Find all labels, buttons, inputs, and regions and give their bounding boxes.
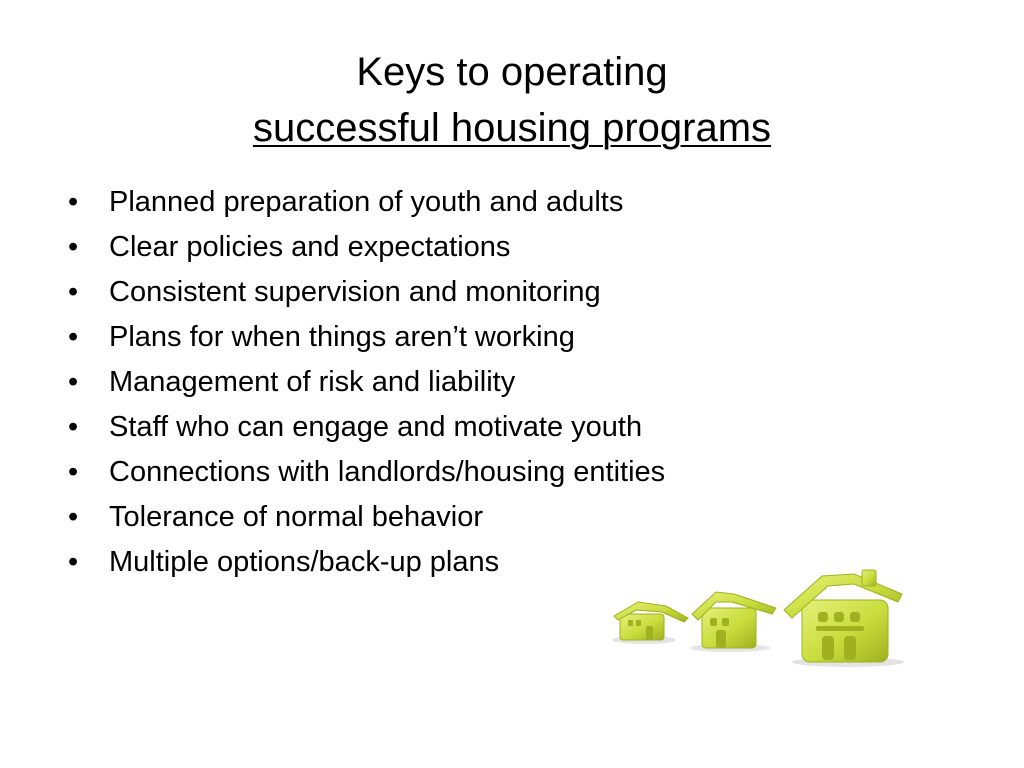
bullet-item [68, 226, 665, 271]
bullet-item [68, 496, 665, 541]
bullet-item [68, 451, 665, 496]
bullet-marker: • [68, 276, 79, 308]
bullet-marker: • [68, 231, 79, 263]
bullet-item [68, 406, 665, 451]
bullet-text: Clear policies and expectations [109, 231, 511, 263]
houses-icon [606, 566, 916, 676]
bullet-text: Tolerance of normal behavior [109, 501, 483, 533]
bullet-marker: • [68, 456, 79, 488]
bullet-marker: • [68, 186, 79, 218]
bullet-marker: • [68, 411, 79, 443]
bullet-item [68, 361, 665, 406]
bullet-marker: • [68, 321, 79, 353]
large-house-icon [784, 570, 904, 667]
medium-house-icon [690, 592, 776, 652]
title-line-1: Keys to operating [356, 50, 668, 94]
bullet-marker: • [68, 366, 79, 398]
bullet-text: Consistent supervision and monitoring [109, 276, 601, 308]
bullet-text: Plans for when things aren’t working [109, 321, 575, 353]
bullet-text: Planned preparation of youth and adults [109, 186, 624, 218]
bullet-text: Connections with landlords/housing entities [109, 456, 666, 488]
bullet-item [68, 316, 665, 361]
title-line-2: successful housing programs [252, 106, 772, 150]
bullet-list [68, 181, 665, 586]
bullet-item [68, 181, 665, 226]
bullet-marker: • [68, 546, 79, 578]
bullet-text: Management of risk and liability [109, 366, 516, 398]
bullet-text: Multiple options/back-up plans [109, 546, 500, 578]
bullet-item [68, 271, 665, 316]
slide-title [0, 44, 1024, 156]
bullet-item [68, 541, 665, 586]
bullet-text: Staff who can engage and motivate youth [109, 411, 643, 443]
small-house-icon [612, 602, 688, 644]
bullet-marker: • [68, 501, 79, 533]
